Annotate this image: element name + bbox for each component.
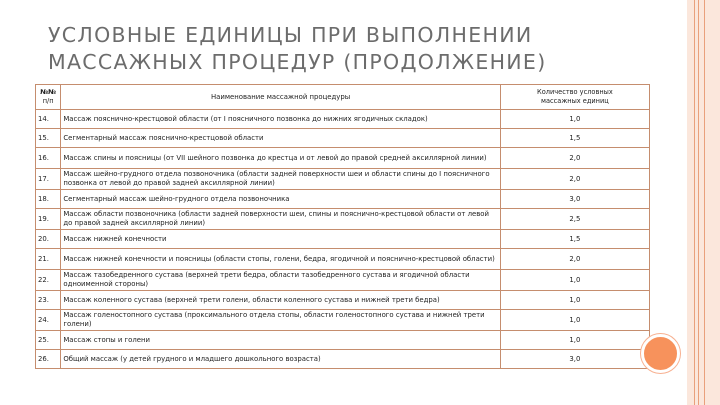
table-row: [36, 110, 650, 129]
cell-number: 14.: [36, 110, 61, 129]
header-quantity-line-1: Количество условных: [537, 88, 613, 97]
table-row: [36, 249, 650, 270]
cell-quantity: 2,0: [500, 148, 649, 169]
cell-number: 26.: [36, 350, 61, 369]
header-quantity-line-2: массажных единиц: [541, 97, 609, 105]
cell-number: 16.: [36, 148, 61, 169]
cell-procedure-name: Массаж нижней конечности и поясницы (области стопы, голени, бедра, ягодичной и пояснично-крестцовой области): [61, 249, 500, 270]
table-row: [36, 270, 650, 291]
cell-number: 18.: [36, 190, 61, 209]
table-row: [36, 291, 650, 310]
header-procedure-name: Наименование массажной процедуры: [61, 85, 500, 110]
slide-title-line-2: МАССАЖНЫХ ПРОЦЕДУР (ПРОДОЛЖЕНИЕ): [48, 50, 547, 74]
cell-procedure-name: Массаж шейно-грудного отдела позвоночника (области задней поверхности шеи и области спины до I поясничного позвонка от левой до правой задней аксиллярной линии): [61, 169, 500, 190]
cell-procedure-name: Общий массаж (у детей грудного и младшего дошкольного возраста): [61, 350, 500, 369]
table-row: [36, 230, 650, 249]
cell-procedure-name: Массаж нижней конечности: [61, 230, 500, 249]
cell-procedure-name: Сегментарный массаж шейно-грудного отдела позвоночника: [61, 190, 500, 209]
cell-procedure-name: Массаж голеностопного сустава (проксимального отдела стопы, области голеностопного сустава и нижней трети голени): [61, 310, 500, 331]
massage-units-table: [35, 84, 650, 369]
cell-quantity: 1,0: [500, 270, 649, 291]
decorative-side-frame: [687, 0, 720, 405]
table-row: [36, 310, 650, 331]
header-quantity: [500, 85, 649, 110]
cell-quantity: 1,0: [500, 331, 649, 350]
table-row: [36, 209, 650, 230]
cell-quantity: 1,0: [500, 110, 649, 129]
cell-procedure-name: Массаж коленного сустава (верхней трети голени, области коленного сустава и нижней трети бедра): [61, 291, 500, 310]
cell-number: 25.: [36, 331, 61, 350]
table-row: [36, 190, 650, 209]
cell-quantity: 3,0: [500, 350, 649, 369]
decorative-circle: [641, 334, 680, 373]
table-row: [36, 129, 650, 148]
slide-title: [48, 22, 648, 76]
header-number-line-1: №№: [40, 88, 57, 97]
cell-quantity: 1,0: [500, 291, 649, 310]
cell-number: 19.: [36, 209, 61, 230]
cell-procedure-name: Сегментарный массаж пояснично-крестцовой области: [61, 129, 500, 148]
cell-quantity: 1,0: [500, 310, 649, 331]
cell-number: 21.: [36, 249, 61, 270]
header-number-line-2: п/п: [42, 97, 54, 105]
cell-procedure-name: Массаж стопы и голени: [61, 331, 500, 350]
cell-quantity: 2,0: [500, 249, 649, 270]
table-row: [36, 350, 650, 369]
cell-number: 17.: [36, 169, 61, 190]
cell-quantity: 1,5: [500, 230, 649, 249]
cell-procedure-name: Массаж спины и поясницы (от VII шейного позвонка до крестца и от левой до правой средней аксиллярной линии): [61, 148, 500, 169]
cell-number: 20.: [36, 230, 61, 249]
table-row: [36, 169, 650, 190]
cell-number: 23.: [36, 291, 61, 310]
cell-quantity: 1,5: [500, 129, 649, 148]
table-row: [36, 331, 650, 350]
cell-number: 15.: [36, 129, 61, 148]
slide-title-line-1: УСЛОВНЫЕ ЕДИНИЦЫ ПРИ ВЫПОЛНЕНИИ: [48, 23, 533, 47]
table-row: [36, 148, 650, 169]
header-number: [36, 85, 61, 110]
table-header-row: [36, 85, 650, 110]
cell-quantity: 2,0: [500, 169, 649, 190]
cell-number: 22.: [36, 270, 61, 291]
cell-procedure-name: Массаж области позвоночника (области задней поверхности шеи, спины и пояснично-крестцовой области от левой до правой задней аксиллярной линии): [61, 209, 500, 230]
cell-quantity: 2,5: [500, 209, 649, 230]
cell-number: 24.: [36, 310, 61, 331]
cell-procedure-name: Массаж пояснично-крестцовой области (от I поясничного позвонка до нижних ягодичных складок): [61, 110, 500, 129]
cell-procedure-name: Массаж тазобедренного сустава (верхней трети бедра, области тазобедренного сустава и ягодичной области одноименной стороны): [61, 270, 500, 291]
cell-quantity: 3,0: [500, 190, 649, 209]
